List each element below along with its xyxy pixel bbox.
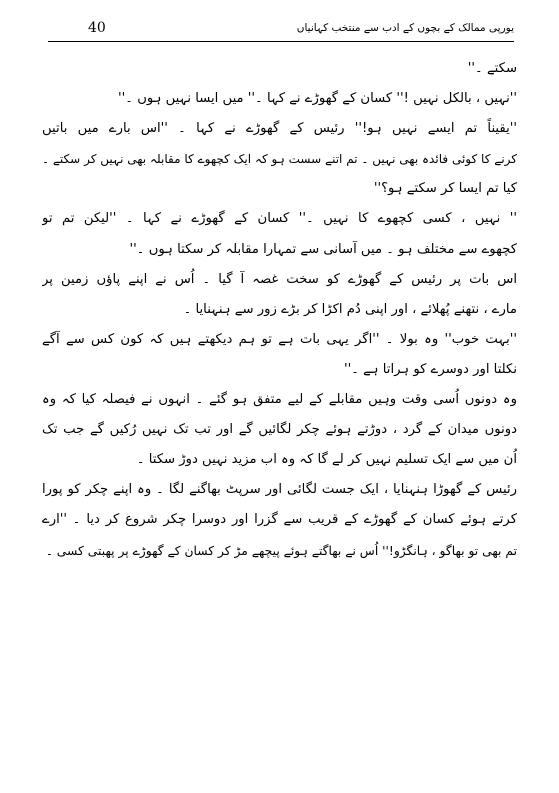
text-line: اس بات پر رئیس کے گھوڑے کو سخت غصہ آ گیا ۔ اُس نے اپنے پاؤں زمین پر [42,271,517,287]
text-line: نکلتا اور دوسرے کو ہراتا ہے ۔'' [343,361,517,377]
page-body [42,54,517,566]
text-line: مارے ، نتھنے پُھلائے ، اور اپنی دُم اکڑا کر بڑے زور سے ہنہنایا ۔ [183,301,517,317]
page-number: 40 [88,20,106,36]
text-line: رئیس کے گھوڑا ہنہنایا ، ایک جست لگائی اور سرپٹ بھاگنے لگا ۔ وہ اپنے چکر کو پورا [42,482,517,498]
text-line: تم بھی تو بھاگو ، ہانگڑو!'' اُس نے بھاگتے ہوئے پیچھے مڑ کر کسان کے گھوڑے پر پھبتی کسی ۔ [45,543,517,558]
text-line: ''بہت خوب'' وہ بولا ۔ ''اگر یہی بات ہے تو ہم دیکھتے ہیں کہ کون کس سے آگے [42,331,517,347]
text-line: ''نہیں ، بالکل نہیں !'' کسان کے گھوڑے نے کہا ۔'' میں ایسا نہیں ہوں ۔'' [118,91,517,107]
text-line: سکتے ۔'' [467,61,517,76]
text-line: وہ دونوں اُسی وقت وہیں مقابلے کے لیے متفق ہو گئے ۔ انہوں نے فیصلہ کیا کہ وہ [42,392,517,408]
text-line: کیا تم ایسا کر سکتے ہو؟'' [373,181,517,197]
header-rule [48,41,514,42]
text-line: کرنے کا کوئی فائدہ بھی نہیں ۔ تم اتنے سست ہو کہ ایک کچھوے کا مقابلہ بھی نہیں کر سکتے ۔ [42,152,517,167]
page-header [48,18,514,40]
running-title: یورپی ممالک کے بچوں کے ادب سے منتخب کہانیاں [296,22,514,34]
text-line: اُن میں سے ایک تسلیم نہیں کر لے گا کہ وہ اب مزید نہیں دوڑ سکتا ۔ [136,452,517,468]
text-line: ''یقیناً تم ایسے نہیں ہو!'' رئیس کے گھوڑے نے کہا ۔ ''اس بارے میں باتیں [42,121,517,137]
text-line: دونوں میدان کے گرد ، دوڑتے ہوئے چکر لگائیں گے اور تب تک نہیں رُکیں گے جب تک [42,422,517,438]
text-line: '' نہیں ، کسی کچھوے کا نہیں ۔'' کسان کے گھوڑے نے کہا ۔ ''لیکن تم تو [42,211,517,227]
text-line: کرتے ہوئے کسان کے گھوڑے کے قریب سے گزرا اور دوسرا چکر شروع کر دیا ۔ ''ارے [42,512,517,528]
text-line: کچھوے سے مختلف ہو ۔ میں آسانی سے تمہارا مقابلہ کر سکتا ہوں ۔'' [129,241,517,257]
